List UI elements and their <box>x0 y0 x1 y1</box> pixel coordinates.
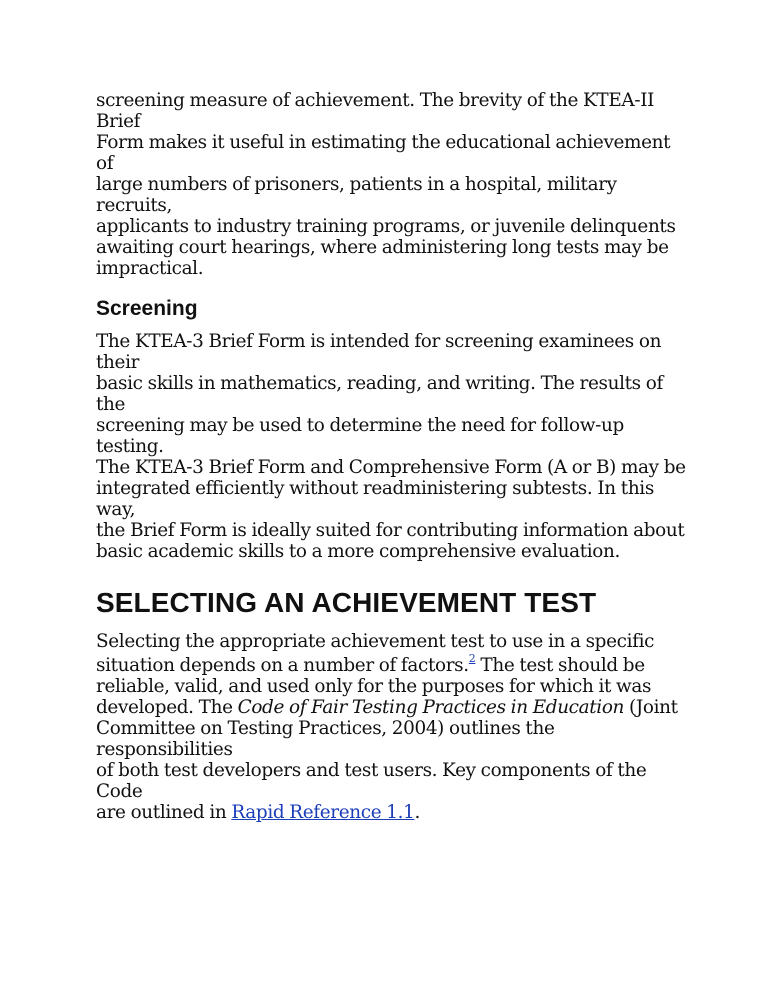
text-segment: developed. The <box>96 697 238 718</box>
text-line: The KTEA-3 Brief Form and Comprehensive Form (A or B) may be <box>96 457 686 478</box>
text-line: basic skills in mathematics, reading, and writing. The results of the <box>96 373 663 415</box>
text-line: screening may be used to determine the need for follow-up testing. <box>96 415 624 457</box>
text-line: of both test developers and test users. Key components of the Code <box>96 760 647 802</box>
text-line: the Brief Form is ideally suited for contributing information about <box>96 520 685 541</box>
text-segment: situation depends on a number of factors. <box>96 655 469 676</box>
text-line: awaiting court hearings, where administering long tests may be <box>96 237 669 258</box>
text-line: applicants to industry training programs, or juvenile delinquents <box>96 216 676 237</box>
paragraph-screening <box>96 331 686 562</box>
text-line: impractical. <box>96 258 204 279</box>
text-line: Form makes it useful in estimating the educational achievement of <box>96 132 671 174</box>
text-line: The KTEA-3 Brief Form is intended for screening examinees on their <box>96 331 662 373</box>
footnote-marker <box>469 652 476 665</box>
text-line: integrated efficiently without readministering subtests. In this way, <box>96 478 654 520</box>
text-line: Committee on Testing Practices, 2004) outlines the responsibilities <box>96 718 555 760</box>
paragraph-selecting-test <box>96 631 686 823</box>
text-line: screening measure of achievement. The brevity of the KTEA-II Brief <box>96 90 655 132</box>
section-heading-screening: Screening <box>96 297 198 320</box>
document-content <box>96 90 686 823</box>
text-segment: . <box>414 802 420 823</box>
text-segment: are outlined in <box>96 802 232 823</box>
text-line: Selecting the appropriate achievement test to use in a specific <box>96 631 655 652</box>
chapter-heading-selecting-test: SELECTING AN ACHIEVEMENT TEST <box>96 587 597 618</box>
text-line: basic academic skills to a more comprehensive evaluation. <box>96 541 620 562</box>
text-segment: (Joint <box>624 697 678 718</box>
text-segment: The test should be <box>475 655 645 676</box>
rapid-reference-link[interactable]: Rapid Reference 1.1 <box>231 802 415 823</box>
text-line <box>96 651 686 676</box>
paragraph-brief-form-usefulness <box>96 90 686 279</box>
text-line <box>96 697 686 718</box>
text-line: large numbers of prisoners, patients in a hospital, military recruits, <box>96 174 617 216</box>
footnote-link[interactable]: 2 <box>468 651 476 665</box>
text-line <box>96 802 686 823</box>
text-line: reliable, valid, and used only for the purposes for which it was <box>96 676 652 697</box>
publication-title: Code of Fair Testing Practices in Education <box>237 697 625 718</box>
